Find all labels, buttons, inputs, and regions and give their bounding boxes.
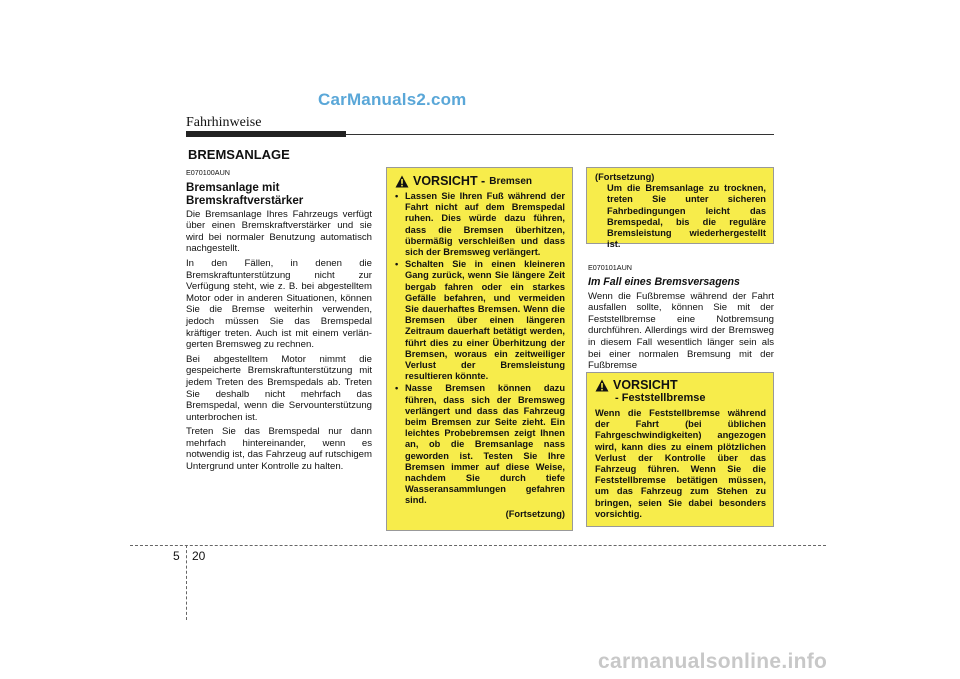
warning-text: Um die Bremsanlage zu trocknen, treten Sie unter sicheren Fahrbedingungen leicht das Bremspedal, bis die reguläre Bremsleistung wiederhergestellt ist.	[607, 183, 766, 250]
page-number: 20	[192, 549, 206, 563]
warning-title: VORSICHT -	[413, 174, 486, 188]
warning-text: Wenn die Feststellbremse während der Fahrt (bei üblichen Fahrgeschwindigkeiten) angezogen wird, kann dies zu einem plötzlichen Verlust der Kontrolle über das Fahrzeug führen. Wenn Sie die Feststellbremse betätigen müssen, um das Fahrzeug zum Stehen zu bringen, seien Sie dabei besonders vorsichtig.	[595, 408, 766, 519]
warning-box-continued	[586, 167, 774, 250]
warning-header	[595, 379, 766, 405]
paragraph: Treten Sie das Bremspedal nur dann mehrfach hintereinander, wenn es notwendig ist, das Fahrzeug auf rutschigem Untergrund unter Kontrolle zu halten.	[186, 426, 372, 473]
section-code: E070100AUN	[186, 168, 230, 177]
header-rule	[346, 134, 774, 135]
warning-triangle-icon	[595, 379, 609, 392]
section-code: E070101AUN	[588, 263, 632, 272]
list-item: • Nasse Bremsen können dazu führen, dass sich der Bremsweg verlängert und dass das Fahrzeug beim Bremsen zur Seite zieht. Ein leichtes Probebremsen zeigt Ihnen an, ob die Bremsanlage nass geworden ist. Testen Sie Ihre Bremsen immer auf diese Weise, nachdem Sie durch tiefe Wasseransammlungen gefahren sind.	[395, 383, 565, 506]
column-right	[588, 262, 774, 375]
chapter-number: 5	[173, 549, 180, 563]
warning-subtitle: Bremsen	[489, 175, 533, 187]
list-item: • Lassen Sie Ihren Fuß während der Fahrt nicht auf dem Bremspedal ruhen. Dies würde dazu führen, dass die Bremsen überhitzen, übermäßig verschleißen und dass sich der Bremsweg verlängert.	[395, 191, 565, 258]
warning-box-parking-brake	[586, 372, 774, 527]
paragraph: Bei abgestelltem Motor nimmt die gespeicherte Bremskraftunterstützung mit jedem Treten des Bremspedals ab. Treten Sie deshalb nicht mehrfach das Bremspedal, wenn die Servounterstützung unterbrochen ist.	[186, 353, 372, 423]
continued-label: (Fortsetzung)	[595, 172, 655, 182]
chapter-title: Fahrhinweise	[186, 115, 262, 130]
subsection-heading: Im Fall eines Bremsversagens	[588, 275, 740, 288]
section-title: BREMSANLAGE	[188, 147, 290, 162]
header-bar	[186, 131, 346, 137]
paragraph: Wenn die Fußbremse während der Fahrt ausfallen sollte, können Sie mit der Feststellbremse eine Notbremsung durchführen. Allerdings wird der Bremsweg in diesem Fall wesentlich länger sein als bei einer normalen Bremsung mit der Fußbremse	[588, 290, 774, 372]
warning-box-brakes	[386, 167, 573, 531]
subsection-heading: Bremsanlage mit Bremskraftverstärker	[186, 180, 304, 207]
warning-header	[395, 174, 565, 188]
watermark-site: carmanualsonline.info	[598, 650, 828, 673]
watermark-logo: CarManuals2.com	[318, 90, 467, 109]
paragraph: In den Fällen, in denen die Bremskraftunterstützung nicht zur Verfügung steht, wie z. B. bei abgestelltem Motor oder in anderen Situationen, können Sie die Bremse weiterhin verwenden, jedoch müssen Sie das Bremspedal kräftiger treten. Auch ist mit einem verlän-gerten Bremsweg zu rechnen.	[186, 257, 372, 351]
list-item: • Schalten Sie in einen kleineren Gang zurück, wenn Sie längere Zeit bergab fahren oder ein starkes Gefälle befahren, und vermeiden Sie dauerhaftes Bremsen. Wenn die Bremsen über einen längeren Zeitraum dauerhaft betätigt werden, führt dies zu einer Überhitzung der Bremsen, woraus ein zeitweiliger Verlust der Bremsleistung resultieren könnte.	[395, 259, 565, 382]
column-left	[186, 167, 372, 476]
continued-label: (Fortsetzung)	[505, 508, 565, 519]
warning-triangle-icon	[395, 175, 409, 188]
warning-title: VORSICHT	[613, 378, 678, 392]
warning-subtitle: - Feststellbremse	[615, 392, 706, 404]
warning-title-block	[613, 379, 705, 405]
footer-divider	[186, 545, 187, 620]
warning-list	[395, 191, 565, 507]
paragraph: Die Bremsanlage Ihres Fahrzeugs verfügt über einen Bremskraftverstärker und sie wird bei normaler Benutzung automatisch nachgestellt.	[186, 208, 372, 255]
footer-rule	[130, 545, 826, 546]
